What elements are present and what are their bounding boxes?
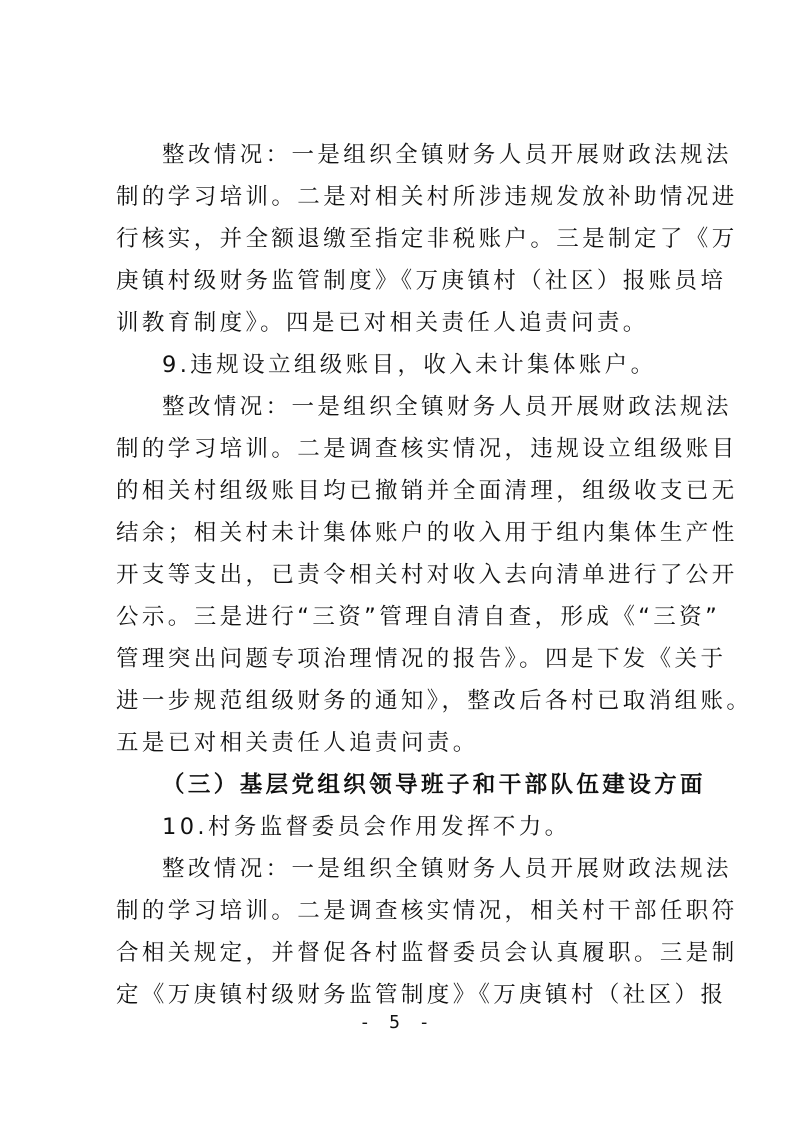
paragraph-line: 的相关村组级账目均已撤销并全面清理，组级收支已无 xyxy=(116,478,738,504)
section-heading: 9.违规设立组级账目，收入未计集体账户。 xyxy=(162,352,657,378)
paragraph-line: 结余；相关村未计集体账户的收入用于组内集体生产性 xyxy=(116,520,738,546)
paragraph-line: 制的学习培训。二是对相关村所涉违规发放补助情况进 xyxy=(116,184,738,210)
paragraph-line: 训教育制度》。四是已对相关责任人追责问责。 xyxy=(116,310,649,336)
paragraph-line: 公示。三是进行“三资”管理自清自查，形成《“三资” xyxy=(116,604,721,630)
paragraph-line: 整改情况：一是组织全镇财务人员开展财政法规法 xyxy=(162,856,732,882)
paragraph-line: 行核实，并全额退缴至指定非税账户。三是制定了《万 xyxy=(116,226,738,252)
paragraph-line: 制的学习培训。二是调查核实情况，违规设立组级账目 xyxy=(116,436,738,462)
paragraph-line: 整改情况：一是组织全镇财务人员开展财政法规法 xyxy=(162,142,732,168)
paragraph-line: 整改情况：一是组织全镇财务人员开展财政法规法 xyxy=(162,394,732,420)
paragraph-line: 开支等支出，已责令相关村对收入去向清单进行了公开 xyxy=(116,562,738,588)
paragraph-line: 管理突出问题专项治理情况的报告》。四是下发《关于 xyxy=(116,646,727,672)
paragraph-line: 定《万庚镇村级财务监管制度》《万庚镇村（社区）报 xyxy=(116,982,727,1008)
section-heading: 10.村务监督委员会作用发挥不力。 xyxy=(162,814,571,840)
page-number: - 5 - xyxy=(359,1012,434,1033)
paragraph-line: 合相关规定，并督促各村监督委员会认真履职。三是制 xyxy=(116,940,738,966)
section-heading-bold: （三）基层党组织领导班子和干部队伍建设方面 xyxy=(162,772,706,798)
paragraph-line: 庚镇村级财务监管制度》《万庚镇村（社区）报账员培 xyxy=(116,268,727,294)
paragraph-line: 五是已对相关责任人追责问责。 xyxy=(116,730,479,756)
paragraph-line: 进一步规范组级财务的通知》，整改后各村已取消组账。 xyxy=(116,688,753,714)
paragraph-line: 制的学习培训。二是调查核实情况，相关村干部任职符 xyxy=(116,898,738,924)
